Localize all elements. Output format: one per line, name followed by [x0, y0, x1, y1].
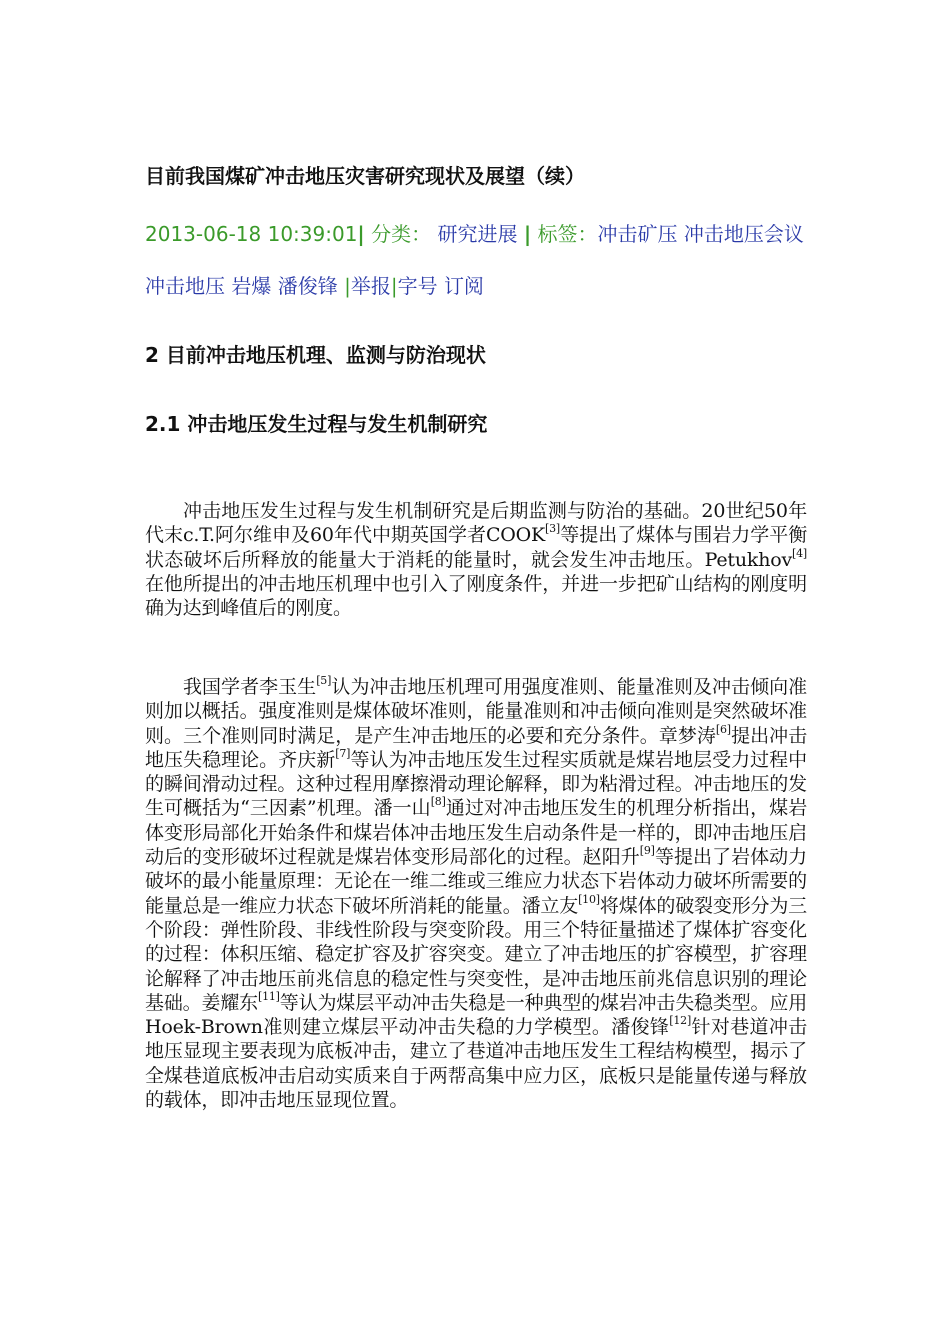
tags-label: 标签：	[537, 222, 598, 246]
article-title: 目前我国煤矿冲击地压灾害研究现状及展望（续）	[145, 164, 585, 188]
section-heading: 2 目前冲击地压机理、监测与防治现状	[145, 343, 486, 367]
paragraph-text: 等提出了煤体与围岩力学平衡状态破坏后所释放的能量大于消耗的能量时，就会发生冲击地压。Petukhov	[145, 524, 807, 571]
meta-separator: |	[344, 274, 351, 298]
paragraph-text: 将煤体的破裂变形分为三个阶段：弹性阶段、非线性阶段与突变阶段。用三个特征量描述了煤体扩容变化的过程：体积压缩、稳定扩容及扩容突变。建立了冲击地压的扩容模型，扩容理论解释了冲击地压前兆信息的稳定性与突变性，是冲击地压前兆信息识别的理论基础。姜耀东	[145, 894, 807, 1014]
paragraph-text: 通过对冲击地压发生的机理分析指出，煤岩体变形局部化开始条件和煤岩体冲击地压发生启动条件是一样的，即冲击地压启动后的变形破坏过程就是煤岩体变形局部化的过程。赵阳升	[145, 797, 808, 869]
citation-ref[interactable]: [11]	[257, 989, 280, 1003]
citation-ref[interactable]: [12]	[669, 1014, 692, 1028]
meta-separator: |	[390, 274, 398, 298]
category-label: 分类：	[371, 222, 432, 246]
category-link[interactable]: 研究进展	[437, 222, 518, 246]
paragraph-text: 认为冲击地压机理可用强度准则、能量准则及冲击倾向准则加以概括。强度准则是煤体破坏准则，能量准则和冲击倾向准则是突然破坏准则。三个准则同时满足，是产生冲击地压的必要和充分条件。章梦涛	[145, 676, 807, 747]
post-datetime: 2013-06-18 10:39:01	[145, 222, 358, 246]
subsection-heading: 2.1 冲击地压发生过程与发生机制研究	[145, 412, 488, 436]
font-size-link[interactable]: 字号	[397, 274, 438, 298]
meta-separator: |	[523, 222, 532, 246]
body-paragraph	[145, 675, 807, 1112]
citation-ref[interactable]: [5]	[316, 674, 332, 687]
paragraph-text: 等认为冲击地压发生过程实质就是煤岩地层受力过程中的瞬间滑动过程。这种过程用摩擦滑动理论解释，即为粘滑过程。冲击地压的发生可概括为“三因素”机理。潘一山	[145, 748, 807, 820]
tag-link[interactable]: 潘俊锋	[277, 274, 338, 298]
tag-link[interactable]: 冲击地压	[145, 274, 225, 298]
citation-ref[interactable]: [4]	[792, 546, 807, 560]
paragraph-text: 针对巷道冲击地压显现主要表现为底板冲击，建立了巷道冲击地压发生工程结构模型，揭示了全煤巷道底板冲击启动实质来自于两帮高集中应力区，底板只是能量传递与释放的载体，即冲击地压显现位置。	[145, 1016, 807, 1112]
subscribe-link[interactable]: 订阅	[443, 274, 484, 298]
paragraph-text: 在他所提出的冲击地压机理中也引入了刚度条件，并进一步把矿山结构的刚度明确为达到峰值后的刚度。	[145, 572, 807, 620]
tag-link[interactable]: 冲击矿压	[597, 222, 678, 246]
tag-link[interactable]: 岩爆	[231, 274, 272, 298]
citation-ref[interactable]: [10]	[578, 892, 600, 906]
tag-link[interactable]: 冲击地压会议	[683, 222, 804, 246]
meta-separator: |	[357, 222, 365, 246]
paragraph-text: 冲击地压发生过程与发生机制研究是后期监测与防治的基础。20世纪50年代末c.T.阿尔维申及60年代中期英国学者COOK	[145, 500, 807, 547]
report-link[interactable]: 举报	[350, 274, 391, 298]
paragraph-text: 等提出了岩体动力破坏的最小能量原理：无论在一维二维或三维应力状态下岩体动力破坏所需要的能量总是一维应力状态下破坏所消耗的能量。潘立友	[145, 846, 807, 917]
paragraph-text: 我国学者李玉生	[183, 676, 317, 698]
citation-ref[interactable]: [6]	[715, 722, 731, 736]
citation-ref[interactable]: [3]	[545, 522, 561, 536]
body-paragraph	[145, 499, 807, 620]
article-meta	[145, 208, 810, 312]
citation-ref[interactable]: [8]	[430, 795, 446, 809]
paragraph-text: 等认为煤层平动冲击失稳是一种典型的煤岩冲击失稳类型。应用Hoek-Brown准则建立煤层平动冲击失稳的力学模型。潘俊锋	[145, 991, 807, 1039]
citation-ref[interactable]: [9]	[639, 844, 655, 858]
paragraph-text: 提出冲击地压失稳理论。齐庆新	[145, 724, 807, 771]
citation-ref[interactable]: [7]	[335, 746, 351, 760]
